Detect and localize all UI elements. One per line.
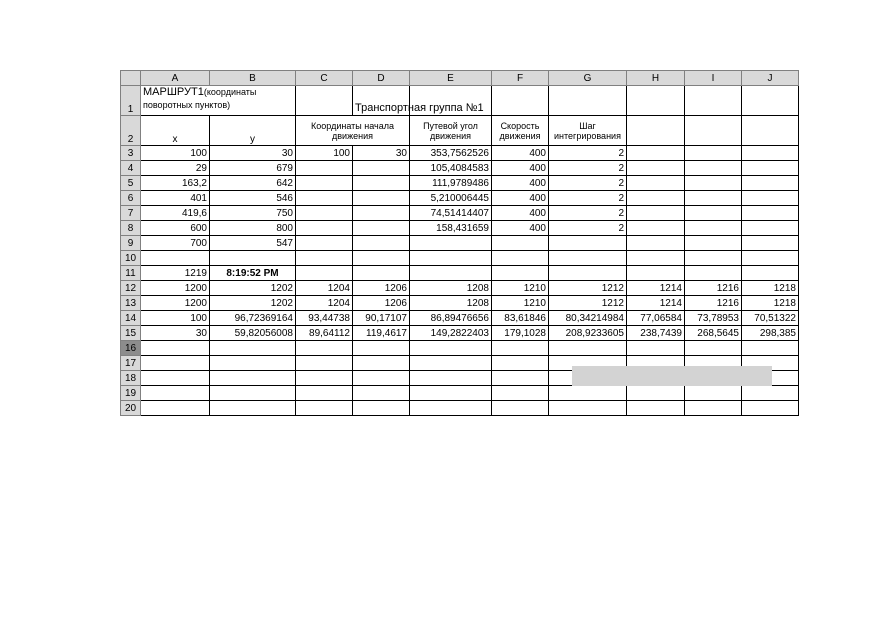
cell-j6[interactable]	[742, 191, 799, 206]
cell-j4[interactable]	[742, 161, 799, 176]
cell-h4[interactable]	[627, 161, 685, 176]
cell-c18[interactable]	[296, 371, 353, 386]
cell-f17[interactable]	[492, 356, 549, 371]
row-header-10[interactable]: 10	[121, 251, 141, 266]
cell-h1[interactable]	[627, 86, 685, 116]
cell-a13[interactable]: 1200	[141, 296, 210, 311]
cell-f9[interactable]	[492, 236, 549, 251]
row-header-18[interactable]: 18	[121, 371, 141, 386]
transport-group-label: Транспортная группа №1	[355, 102, 484, 114]
cell-j12[interactable]: 1218	[742, 281, 799, 296]
cell-e18[interactable]	[410, 371, 492, 386]
cell-b12[interactable]: 1202	[210, 281, 296, 296]
cell-j15[interactable]: 298,385	[742, 326, 799, 341]
cell-h5[interactable]	[627, 176, 685, 191]
cell-c19[interactable]	[296, 386, 353, 401]
cell-f20[interactable]	[492, 401, 549, 416]
cell-a14[interactable]: 100	[141, 311, 210, 326]
cell-b17[interactable]	[210, 356, 296, 371]
cell-c15[interactable]: 89,64112	[296, 326, 353, 341]
cell-d15[interactable]: 119,4617	[353, 326, 410, 341]
cell-f14[interactable]: 83,61846	[492, 311, 549, 326]
cell-a12[interactable]: 1200	[141, 281, 210, 296]
cell-a6[interactable]: 401	[141, 191, 210, 206]
row-header-15[interactable]: 15	[121, 326, 141, 341]
cell-d16[interactable]	[353, 341, 410, 356]
cell-d5[interactable]	[353, 176, 410, 191]
cell-b15[interactable]: 59,82056008	[210, 326, 296, 341]
cell-e11[interactable]	[410, 266, 492, 281]
sheet-row-4	[121, 161, 799, 176]
cell-h13[interactable]: 1214	[627, 296, 685, 311]
sheet-row-14	[121, 311, 799, 326]
step-header-cell[interactable]: Шаг интегрирования	[549, 116, 627, 146]
cell-e4[interactable]: 105,4084583	[410, 161, 492, 176]
cell-i10[interactable]	[685, 251, 742, 266]
cell-g11[interactable]	[549, 266, 627, 281]
cell-j19[interactable]	[742, 386, 799, 401]
cell-c16[interactable]	[296, 341, 353, 356]
cell-g13[interactable]: 1212	[549, 296, 627, 311]
cell-i15[interactable]: 268,5645	[685, 326, 742, 341]
transport-group-cell[interactable]	[353, 86, 484, 116]
cell-c3[interactable]: 100	[296, 146, 353, 161]
cell-c1[interactable]	[296, 86, 353, 116]
cell-b18[interactable]	[210, 371, 296, 386]
sheet-row-7	[121, 206, 799, 221]
column-header-e[interactable]: E	[410, 71, 492, 86]
cell-d10[interactable]	[353, 251, 410, 266]
cell-e14[interactable]: 86,89476656	[410, 311, 492, 326]
row-header-11[interactable]: 11	[121, 266, 141, 281]
speed-header-cell[interactable]: Скорость движения	[492, 116, 549, 146]
cell-f5[interactable]: 400	[492, 176, 549, 191]
cell-g9[interactable]	[549, 236, 627, 251]
cell-h11[interactable]	[627, 266, 685, 281]
cell-i3[interactable]	[685, 146, 742, 161]
cell-a20[interactable]	[141, 401, 210, 416]
cell-f3[interactable]: 400	[492, 146, 549, 161]
cell-g3[interactable]: 2	[549, 146, 627, 161]
cell-h10[interactable]	[627, 251, 685, 266]
cell-d14[interactable]: 90,17107	[353, 311, 410, 326]
cell-f4[interactable]: 400	[492, 161, 549, 176]
cell-j7[interactable]	[742, 206, 799, 221]
gray-overlay-box	[572, 366, 772, 386]
cell-b6[interactable]: 546	[210, 191, 296, 206]
sheet-row-11	[121, 266, 799, 281]
row-header-16-selected[interactable]: 16	[121, 341, 141, 356]
cell-b14[interactable]: 96,72369164	[210, 311, 296, 326]
cell-a15[interactable]: 30	[141, 326, 210, 341]
cell-c4[interactable]	[296, 161, 353, 176]
cell-h12[interactable]: 1214	[627, 281, 685, 296]
cell-i6[interactable]	[685, 191, 742, 206]
sheet-row-8	[121, 221, 799, 236]
column-header-h[interactable]: H	[627, 71, 685, 86]
cell-d8[interactable]	[353, 221, 410, 236]
cell-h9[interactable]	[627, 236, 685, 251]
cell-j16[interactable]	[742, 341, 799, 356]
cell-i20[interactable]	[685, 401, 742, 416]
row-header-19[interactable]: 19	[121, 386, 141, 401]
cell-g12[interactable]: 1212	[549, 281, 627, 296]
cell-e8[interactable]: 158,431659	[410, 221, 492, 236]
cell-i11[interactable]	[685, 266, 742, 281]
cell-f16[interactable]	[492, 341, 549, 356]
cell-i14[interactable]: 73,78953	[685, 311, 742, 326]
cell-d11[interactable]	[353, 266, 410, 281]
cell-i16[interactable]	[685, 341, 742, 356]
cell-g16[interactable]	[549, 341, 627, 356]
cell-g1[interactable]	[549, 86, 627, 116]
cell-g20[interactable]	[549, 401, 627, 416]
column-header-b[interactable]: B	[210, 71, 296, 86]
row-header-8[interactable]: 8	[121, 221, 141, 236]
sheet-row-5	[121, 176, 799, 191]
cell-g14[interactable]: 80,34214984	[549, 311, 627, 326]
column-header-row	[121, 71, 799, 86]
cell-j9[interactable]	[742, 236, 799, 251]
cell-g10[interactable]	[549, 251, 627, 266]
cell-j10[interactable]	[742, 251, 799, 266]
cell-i12[interactable]: 1216	[685, 281, 742, 296]
cell-e17[interactable]	[410, 356, 492, 371]
cell-e5[interactable]: 111,9789486	[410, 176, 492, 191]
route-title-cell[interactable]	[141, 86, 296, 116]
sheet-row-16	[121, 341, 799, 356]
select-all-corner[interactable]	[121, 71, 141, 86]
cell-g15[interactable]: 208,9233605	[549, 326, 627, 341]
row-header-13[interactable]: 13	[121, 296, 141, 311]
cell-i13[interactable]: 1216	[685, 296, 742, 311]
cell-e10[interactable]	[410, 251, 492, 266]
cell-i4[interactable]	[685, 161, 742, 176]
cell-f1[interactable]	[492, 86, 549, 116]
column-header-g[interactable]: G	[549, 71, 627, 86]
cell-e19[interactable]	[410, 386, 492, 401]
cell-h15[interactable]: 238,7439	[627, 326, 685, 341]
cell-j5[interactable]	[742, 176, 799, 191]
column-header-f[interactable]: F	[492, 71, 549, 86]
row-header-3[interactable]: 3	[121, 146, 141, 161]
row-header-6[interactable]: 6	[121, 191, 141, 206]
cell-h3[interactable]	[627, 146, 685, 161]
cell-c7[interactable]	[296, 206, 353, 221]
cell-g19[interactable]	[549, 386, 627, 401]
row-header-7[interactable]: 7	[121, 206, 141, 221]
sheet-row-20	[121, 401, 799, 416]
sheet-row-3	[121, 146, 799, 161]
cell-c12[interactable]: 1204	[296, 281, 353, 296]
cell-e13[interactable]: 1208	[410, 296, 492, 311]
cell-d12[interactable]: 1206	[353, 281, 410, 296]
cell-f8[interactable]: 400	[492, 221, 549, 236]
cell-a18[interactable]	[141, 371, 210, 386]
cell-j8[interactable]	[742, 221, 799, 236]
row-header-20[interactable]: 20	[121, 401, 141, 416]
cell-i8[interactable]	[685, 221, 742, 236]
cell-i19[interactable]	[685, 386, 742, 401]
cell-h7[interactable]	[627, 206, 685, 221]
cell-e12[interactable]: 1208	[410, 281, 492, 296]
cell-b9[interactable]: 547	[210, 236, 296, 251]
row-header-12[interactable]: 12	[121, 281, 141, 296]
cell-a8[interactable]: 600	[141, 221, 210, 236]
cell-e15[interactable]: 149,2822403	[410, 326, 492, 341]
column-header-d[interactable]: D	[353, 71, 410, 86]
cell-b16[interactable]	[210, 341, 296, 356]
cell-a10[interactable]	[141, 251, 210, 266]
cell-c20[interactable]	[296, 401, 353, 416]
cell-a4[interactable]: 29	[141, 161, 210, 176]
cell-b4[interactable]: 679	[210, 161, 296, 176]
cell-i7[interactable]	[685, 206, 742, 221]
cell-b19[interactable]	[210, 386, 296, 401]
cell-d9[interactable]	[353, 236, 410, 251]
cell-g4[interactable]: 2	[549, 161, 627, 176]
course-angle-header-cell[interactable]: Путевой угол движения	[410, 116, 492, 146]
row-header-17[interactable]: 17	[121, 356, 141, 371]
cell-e20[interactable]	[410, 401, 492, 416]
column-header-c[interactable]: C	[296, 71, 353, 86]
cell-e9[interactable]	[410, 236, 492, 251]
cell-a16[interactable]	[141, 341, 210, 356]
cell-a19[interactable]	[141, 386, 210, 401]
column-header-j[interactable]: J	[742, 71, 799, 86]
cell-d19[interactable]	[353, 386, 410, 401]
spreadsheet-grid[interactable]	[120, 70, 799, 416]
cell-b20[interactable]	[210, 401, 296, 416]
cell-d13[interactable]: 1206	[353, 296, 410, 311]
cell-e3[interactable]: 353,7562526	[410, 146, 492, 161]
sheet-row-2	[121, 116, 799, 146]
cell-h20[interactable]	[627, 401, 685, 416]
sheet-row-10	[121, 251, 799, 266]
cell-b13[interactable]: 1202	[210, 296, 296, 311]
cell-b8[interactable]: 800	[210, 221, 296, 236]
cell-d7[interactable]	[353, 206, 410, 221]
cell-f7[interactable]: 400	[492, 206, 549, 221]
column-header-i[interactable]: I	[685, 71, 742, 86]
cell-a17[interactable]	[141, 356, 210, 371]
cell-c9[interactable]	[296, 236, 353, 251]
cell-j2[interactable]	[742, 116, 799, 146]
cell-f18[interactable]	[492, 371, 549, 386]
cell-j14[interactable]: 70,51322	[742, 311, 799, 326]
cell-d18[interactable]	[353, 371, 410, 386]
cell-j20[interactable]	[742, 401, 799, 416]
cell-c6[interactable]	[296, 191, 353, 206]
row-header-1[interactable]: 1	[121, 86, 141, 116]
cell-f12[interactable]: 1210	[492, 281, 549, 296]
cell-h19[interactable]	[627, 386, 685, 401]
cell-e16[interactable]	[410, 341, 492, 356]
cell-d17[interactable]	[353, 356, 410, 371]
cell-h16[interactable]	[627, 341, 685, 356]
header-y-cell[interactable]: y	[210, 116, 296, 146]
cell-j1[interactable]	[742, 86, 799, 116]
cell-a5[interactable]: 163,2	[141, 176, 210, 191]
sheet-row-12	[121, 281, 799, 296]
cell-f6[interactable]: 400	[492, 191, 549, 206]
sheet-row-1	[121, 86, 799, 116]
column-header-a[interactable]: A	[141, 71, 210, 86]
cell-i9[interactable]	[685, 236, 742, 251]
sheet-row-19	[121, 386, 799, 401]
cell-f13[interactable]: 1210	[492, 296, 549, 311]
header-x-cell[interactable]: x	[141, 116, 210, 146]
start-coords-header-cell[interactable]: Координаты начала движения	[296, 116, 410, 146]
cell-d20[interactable]	[353, 401, 410, 416]
cell-c14[interactable]: 93,44738	[296, 311, 353, 326]
cell-b3[interactable]: 30	[210, 146, 296, 161]
cell-d4[interactable]	[353, 161, 410, 176]
cell-c11[interactable]	[296, 266, 353, 281]
cell-h6[interactable]	[627, 191, 685, 206]
cell-g8[interactable]: 2	[549, 221, 627, 236]
row-header-2[interactable]: 2	[121, 116, 141, 146]
time-cell[interactable]: 8:19:52 PM	[210, 266, 296, 281]
cell-j11[interactable]	[742, 266, 799, 281]
cell-e7[interactable]: 74,51414407	[410, 206, 492, 221]
cell-f15[interactable]: 179,1028	[492, 326, 549, 341]
row-header-9[interactable]: 9	[121, 236, 141, 251]
cell-a7[interactable]: 419,6	[141, 206, 210, 221]
cell-c10[interactable]	[296, 251, 353, 266]
sheet-row-9	[121, 236, 799, 251]
sheet-row-6	[121, 191, 799, 206]
cell-j13[interactable]: 1218	[742, 296, 799, 311]
cell-b10[interactable]	[210, 251, 296, 266]
cell-j3[interactable]	[742, 146, 799, 161]
route-title-sub: (координаты поворотных пунктов)	[143, 87, 257, 110]
cell-c8[interactable]	[296, 221, 353, 236]
cell-h14[interactable]: 77,06584	[627, 311, 685, 326]
cell-f19[interactable]	[492, 386, 549, 401]
row-header-5[interactable]: 5	[121, 176, 141, 191]
cell-b7[interactable]: 750	[210, 206, 296, 221]
sheet-row-15	[121, 326, 799, 341]
cell-a9[interactable]: 700	[141, 236, 210, 251]
cell-g5[interactable]: 2	[549, 176, 627, 191]
cell-e6[interactable]: 5,210006445	[410, 191, 492, 206]
cell-h8[interactable]	[627, 221, 685, 236]
cell-f11[interactable]	[492, 266, 549, 281]
cell-g7[interactable]: 2	[549, 206, 627, 221]
cell-a11[interactable]: 1219	[141, 266, 210, 281]
cell-c17[interactable]	[296, 356, 353, 371]
cell-c5[interactable]	[296, 176, 353, 191]
cell-i1[interactable]	[685, 86, 742, 116]
cell-b5[interactable]: 642	[210, 176, 296, 191]
cell-h2[interactable]	[627, 116, 685, 146]
row-header-4[interactable]: 4	[121, 161, 141, 176]
sheet-row-13	[121, 296, 799, 311]
cell-i2[interactable]	[685, 116, 742, 146]
cell-i5[interactable]	[685, 176, 742, 191]
row-header-14[interactable]: 14	[121, 311, 141, 326]
cell-d6[interactable]	[353, 191, 410, 206]
cell-g6[interactable]: 2	[549, 191, 627, 206]
cell-d3[interactable]: 30	[353, 146, 410, 161]
cell-a3[interactable]: 100	[141, 146, 210, 161]
cell-c13[interactable]: 1204	[296, 296, 353, 311]
route-title-main: МАРШРУТ1	[143, 86, 204, 98]
cell-f10[interactable]	[492, 251, 549, 266]
